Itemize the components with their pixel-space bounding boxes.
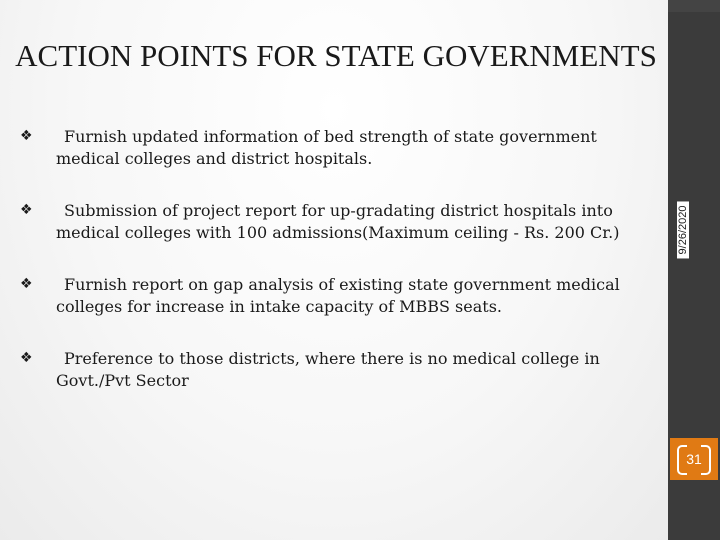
slide-date: 9/26/2020: [677, 202, 689, 259]
page-number-badge: [670, 438, 718, 480]
diamond-bullet-icon: ❖: [20, 350, 33, 366]
bullet-text: Preference to those districts, where there is no medical college in Govt./Pvt Sector: [56, 349, 600, 390]
sidebar-top-strip: [668, 0, 720, 12]
page-number: 31: [686, 451, 702, 467]
left-bracket-icon: [677, 445, 687, 475]
bullet-text: Furnish report on gap analysis of existing state government medical colleges for increase in intake capacity of MBBS seats.: [56, 275, 620, 316]
slide-title: ACTION POINTS FOR STATE GOVERNMENTS: [15, 38, 657, 73]
diamond-bullet-icon: ❖: [20, 128, 33, 144]
bullet-text: Submission of project report for up-gradating district hospitals into medical colleges with 100 admissions(Maximum ceiling - Rs. 200 Cr.): [56, 201, 620, 242]
diamond-bullet-icon: ❖: [20, 202, 33, 218]
bullet-text: Furnish updated information of bed strength of state government medical colleges and district hospitals.: [56, 127, 597, 168]
right-bracket-icon: [701, 445, 711, 475]
diamond-bullet-icon: ❖: [20, 276, 33, 292]
